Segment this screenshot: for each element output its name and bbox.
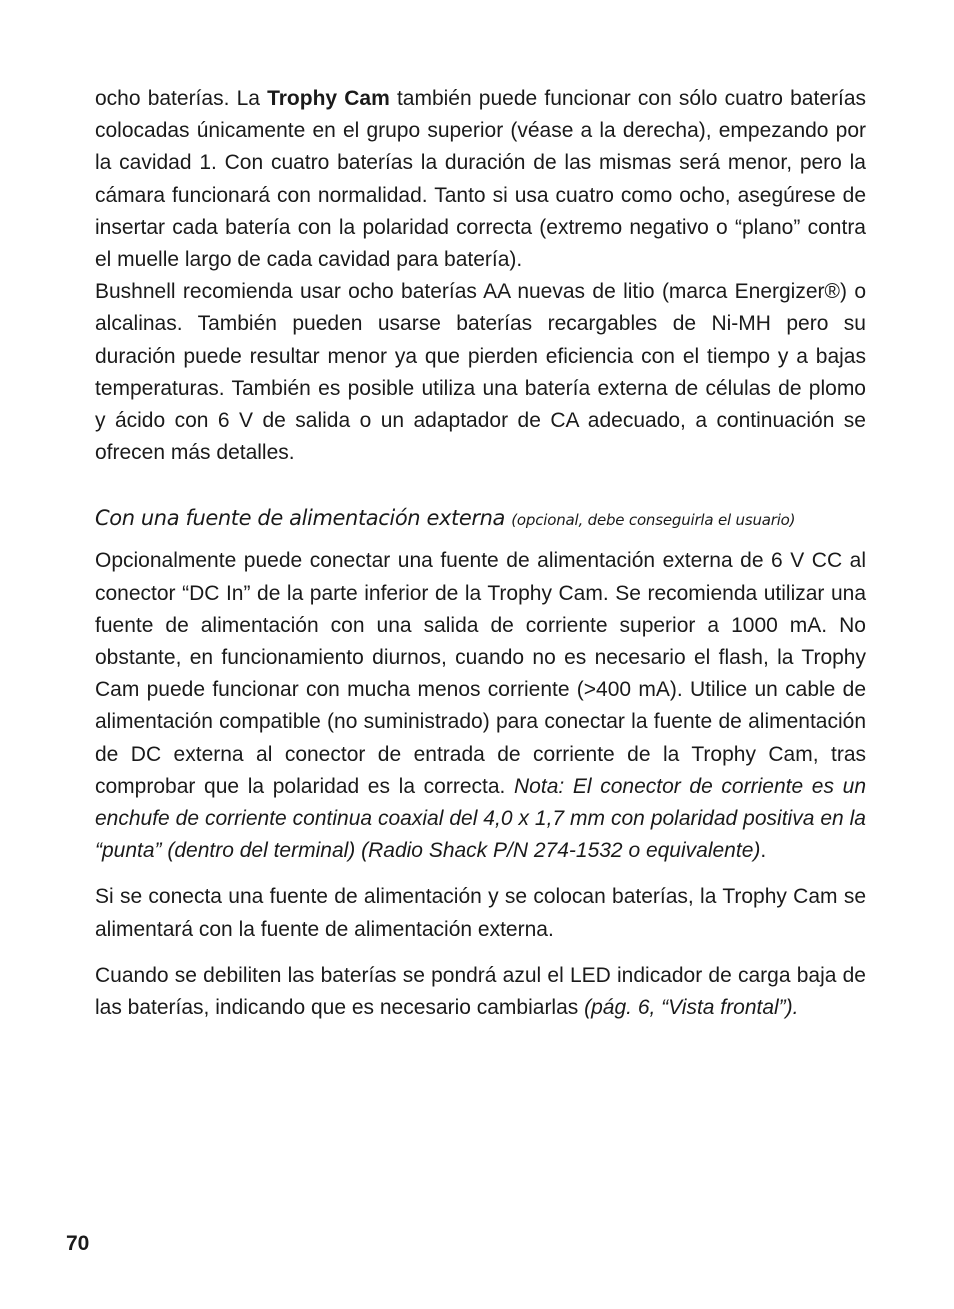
section-heading-external-power [95, 503, 866, 535]
heading-main: Con una fuente de alimentación externa [95, 506, 505, 531]
paragraph-text: ocho baterías. La [95, 87, 268, 110]
paragraph-external-power [95, 545, 866, 867]
paragraph-text: . [760, 839, 767, 863]
paragraph-text: Opcionalmente puede conectar una fuente de alimentación externa de 6 V CC al conector “DC In” de la parte inferior de la Trophy Cam. Se recomienda utilizar una fuente de alimentación con una salida de corriente superior a 1000 mA. No obstante, en funcionamiento diurnos, cuando no es necesario el flash, la Trophy Cam puede funcionar con mucha menos corriente (>400 mA). Utilice un cable de alimentación compatible (no suministrado) para conectar la fuente de alimentación de DC externa al conector de entrada de corriente de la Trophy Cam, tras comprobar que la polaridad es la correcta. [95, 549, 866, 798]
page-reference: (pág. 6, “Vista frontal”). [584, 996, 799, 1020]
paragraph-text: también puede funcionar con sólo cuatro baterías colocadas únicamente en el grupo superior (véase a la derecha), empezando por la cavidad 1. Con cuatro baterías la duración de las mismas será menor, pero la cámara funcionará con normalidad. Tanto si usa cuatro como ocho, asegúrese de insertar cada batería con la polaridad correcta (extremo negativo o “plano” contra el muelle largo de cada cavidad para batería). [95, 87, 867, 272]
paragraph-low-battery [95, 960, 866, 1024]
paragraph-power-priority: Si se conecta una fuente de alimentación y se colocan baterías, la Trophy Cam se alimentará con la fuente de alimentación externa. [95, 885, 866, 941]
page-content [95, 83, 866, 1024]
page-number: 70 [66, 1232, 90, 1255]
paragraph-battery-types: Bushnell recomienda usar ocho baterías AA nuevas de litio (marca Energizer®) o alcalinas. También pueden usarse baterías recargables de Ni-MH pero su duración puede resultar menor ya que pierden eficiencia con el tiempo y a bajas temperaturas. También es posible utiliza una batería externa de células de plomo y ácido con 6 V de salida o un adaptador de CA adecuado, a continuación se ofrecen más detalles. [95, 280, 866, 465]
heading-subtitle: (opcional, debe conseguirla el usuario) [511, 511, 796, 530]
brand-name: Trophy Cam [267, 87, 390, 110]
paragraph-battery-count [95, 83, 866, 276]
paragraph-text: Cuando se debiliten las baterías se pondrá azul el LED indicador de carga baja de las baterías, indicando que es necesario cambiarlas [95, 963, 866, 1020]
connector-note: Nota: El conector de corriente es un enchufe de corriente continua coaxial del 4,0 x 1,7 mm con polaridad positiva en la “punta” (dentro del terminal) (Radio Shack P/N 274-1532 o equivalente) [95, 774, 866, 863]
